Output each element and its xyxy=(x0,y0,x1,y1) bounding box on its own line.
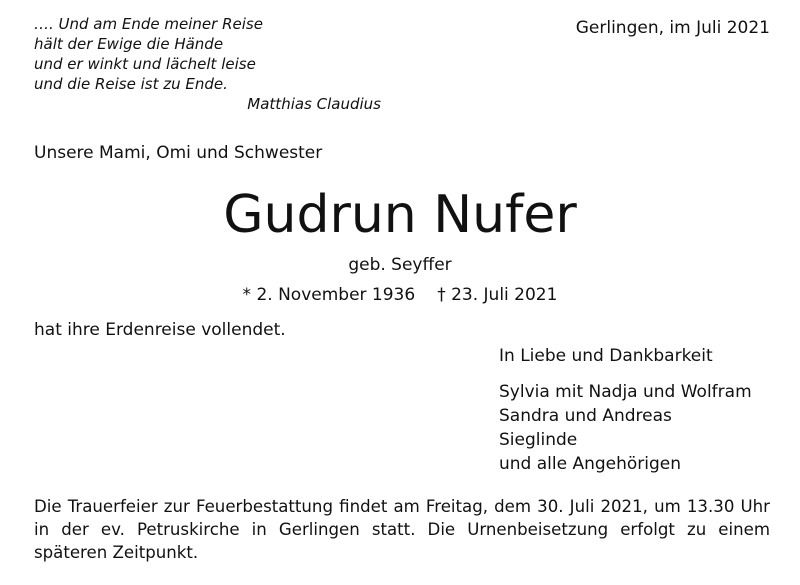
poem-line: und er winkt und lächelt leise xyxy=(34,55,256,73)
intro-text: Unsere Mami, Omi und Schwester xyxy=(34,143,323,163)
mourners-block xyxy=(499,344,752,476)
birth-date: * 2. November 1936 xyxy=(242,285,416,305)
deceased-name: Gudrun Nufer xyxy=(223,185,577,245)
poem-line: hält der Ewige die Hände xyxy=(34,35,224,53)
funeral-info: Die Trauerfeier zur Feuerbestattung findet am Freitag, dem 30. Juli 2021, um 13.30 Uhr in der ev. Petruskirche in Gerlingen statt. Die Urnenbeisetzung erfolgt zu einem späteren Zeitpunkt. xyxy=(34,497,770,562)
mourner-name: Sandra und Andreas xyxy=(499,406,672,426)
poem-author: Matthias Claudius xyxy=(247,95,381,113)
place-date: Gerlingen, im Juli 2021 xyxy=(575,18,770,38)
maiden-name: geb. Seyffer xyxy=(348,255,452,275)
life-dates xyxy=(0,285,800,305)
poem-line: …. Und am Ende meiner Reise xyxy=(34,15,263,33)
mourner-name: Sylvia mit Nadja und Wolfram xyxy=(499,382,752,402)
mourner-name: Sieglinde xyxy=(499,430,578,450)
death-date: † 23. Juli 2021 xyxy=(437,285,558,305)
greeting-line: In Liebe und Dankbarkeit xyxy=(499,346,713,366)
mourner-name: und alle Angehörigen xyxy=(499,454,682,474)
poem-line: und die Reise ist zu Ende. xyxy=(34,75,228,93)
poem-quote xyxy=(34,14,414,114)
passed-text: hat ihre Erdenreise vollendet. xyxy=(34,320,286,340)
